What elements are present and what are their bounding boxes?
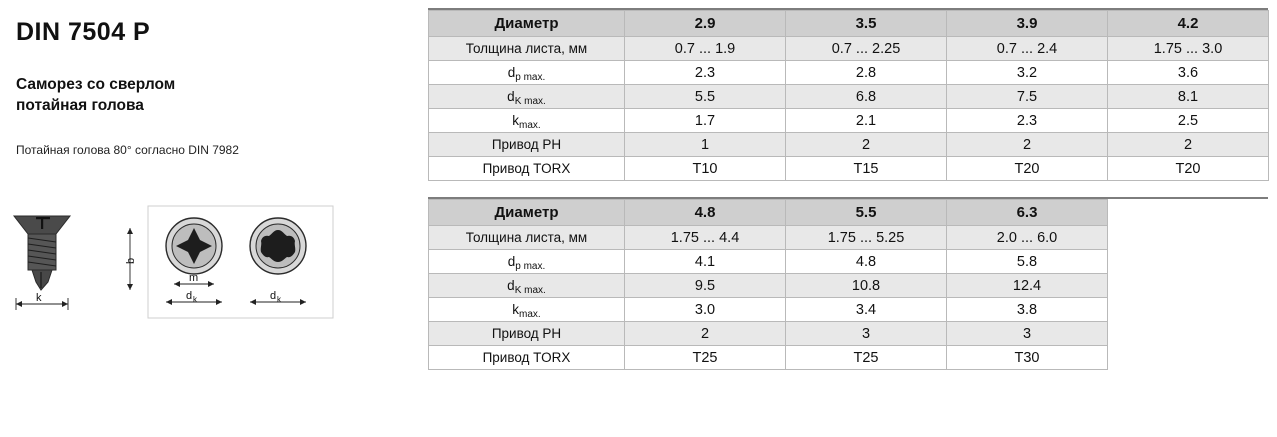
screw-side-view <box>14 216 70 310</box>
header-col-empty <box>1108 200 1269 226</box>
table-row <box>429 346 1269 370</box>
cell: 1.75 ... 5.25 <box>786 226 947 250</box>
row-label-dp-max: $d_{p max.}$ <box>429 61 625 85</box>
header-label: Диаметр <box>429 200 625 226</box>
cell: 6.8 <box>786 85 947 109</box>
cell: 5.5 <box>625 85 786 109</box>
cell: T20 <box>1108 157 1269 181</box>
cell: 3.8 <box>947 298 1108 322</box>
head-top-view-torx <box>250 218 306 305</box>
cell: 7.5 <box>947 85 1108 109</box>
cell: 3 <box>947 322 1108 346</box>
cell-empty <box>1108 346 1269 370</box>
cell-empty <box>1108 322 1269 346</box>
row-label-k-max: $k_{max.}$ <box>429 109 625 133</box>
standard-note: Потайная голова 80° согласно DIN 7982 <box>16 142 239 157</box>
table-row <box>429 61 1269 85</box>
head-top-view-ph <box>166 218 222 305</box>
label-dk-2: d <box>270 290 277 302</box>
cell: 1.75 ... 4.4 <box>625 226 786 250</box>
cell: 1 <box>625 133 786 157</box>
cell-empty <box>1108 226 1269 250</box>
product-subtitle <box>16 75 410 117</box>
table-row <box>429 226 1269 250</box>
table-row <box>429 298 1269 322</box>
table-diameters-small <box>428 10 1269 181</box>
row-label-sheet-thickness: Толщина листа, мм <box>429 226 625 250</box>
row-label-drive-torx: Привод TORX <box>429 346 625 370</box>
cell: 4.8 <box>786 250 947 274</box>
cell: 3 <box>786 322 947 346</box>
cell: 8.1 <box>1108 85 1269 109</box>
header-col-2: 5.5 <box>786 200 947 226</box>
product-subtitle-line2: потайная голова <box>16 96 144 114</box>
cell: 1.7 <box>625 109 786 133</box>
cell: 0.7 ... 1.9 <box>625 37 786 61</box>
label-k: k <box>36 292 42 304</box>
header-col-1: 2.9 <box>625 11 786 37</box>
header-label: Диаметр <box>429 11 625 37</box>
table-row-header <box>429 200 1269 226</box>
table-row-header <box>429 11 1269 37</box>
row-label-dk-max: $d_{K max.}$ <box>429 85 625 109</box>
cell-empty <box>1108 250 1269 274</box>
label-dk-1-sub: k <box>193 295 197 304</box>
row-label-drive-ph: Привод PH <box>429 322 625 346</box>
cell: 2.8 <box>786 61 947 85</box>
table-row <box>429 37 1269 61</box>
row-label-drive-ph: Привод PH <box>429 133 625 157</box>
cell: 2.0 ... 6.0 <box>947 226 1108 250</box>
cell: 2 <box>625 322 786 346</box>
cell: 0.7 ... 2.25 <box>786 37 947 61</box>
row-label-k-max: $k_{max.}$ <box>429 298 625 322</box>
table-row <box>429 157 1269 181</box>
label-dk-1: d <box>186 290 193 302</box>
cell: 5.8 <box>947 250 1108 274</box>
cell: T25 <box>786 346 947 370</box>
cell: 2 <box>947 133 1108 157</box>
table-diameters-large <box>428 199 1269 370</box>
table-diameters-large-wrap <box>428 197 1268 370</box>
cell: 2.5 <box>1108 109 1269 133</box>
cell: 2 <box>1108 133 1269 157</box>
header-col-3: 6.3 <box>947 200 1108 226</box>
header-col-3: 3.9 <box>947 11 1108 37</box>
cell: T25 <box>625 346 786 370</box>
table-diameters-small-wrap <box>428 8 1268 181</box>
cell: 0.7 ... 2.4 <box>947 37 1108 61</box>
row-label-drive-torx: Привод TORX <box>429 157 625 181</box>
cell: 2 <box>786 133 947 157</box>
cell: 1.75 ... 3.0 <box>1108 37 1269 61</box>
cell: 3.6 <box>1108 61 1269 85</box>
page-title: DIN 7504 P <box>16 18 151 46</box>
table-row <box>429 133 1269 157</box>
header-col-2: 3.5 <box>786 11 947 37</box>
row-label-dk-max: $d_{K max.}$ <box>429 274 625 298</box>
row-label-dp-max: $d_{p max.}$ <box>429 250 625 274</box>
table-row <box>429 250 1269 274</box>
screw-technical-drawing <box>8 198 338 338</box>
table-row <box>429 322 1269 346</box>
cell-empty <box>1108 298 1269 322</box>
cell: T15 <box>786 157 947 181</box>
cell: 12.4 <box>947 274 1108 298</box>
cell: 2.1 <box>786 109 947 133</box>
cell: T20 <box>947 157 1108 181</box>
cell: 3.0 <box>625 298 786 322</box>
table-row <box>429 274 1269 298</box>
row-label-sheet-thickness: Толщина листа, мм <box>429 37 625 61</box>
label-b: b <box>125 257 137 264</box>
header-col-1: 4.8 <box>625 200 786 226</box>
cell: 2.3 <box>625 61 786 85</box>
cell: T10 <box>625 157 786 181</box>
table-row <box>429 85 1269 109</box>
header-col-4: 4.2 <box>1108 11 1269 37</box>
cell: 4.1 <box>625 250 786 274</box>
product-subtitle-line1: Саморез со сверлом <box>16 76 176 93</box>
label-m: m <box>189 272 199 284</box>
cell: 3.4 <box>786 298 947 322</box>
label-dk-2-sub: k <box>277 295 281 304</box>
cell: 2.3 <box>947 109 1108 133</box>
cell: 3.2 <box>947 61 1108 85</box>
table-row <box>429 109 1269 133</box>
cell: T30 <box>947 346 1108 370</box>
cell: 9.5 <box>625 274 786 298</box>
specification-tables <box>428 8 1268 370</box>
dimension-b <box>125 228 137 290</box>
cell-empty <box>1108 274 1269 298</box>
cell: 10.8 <box>786 274 947 298</box>
